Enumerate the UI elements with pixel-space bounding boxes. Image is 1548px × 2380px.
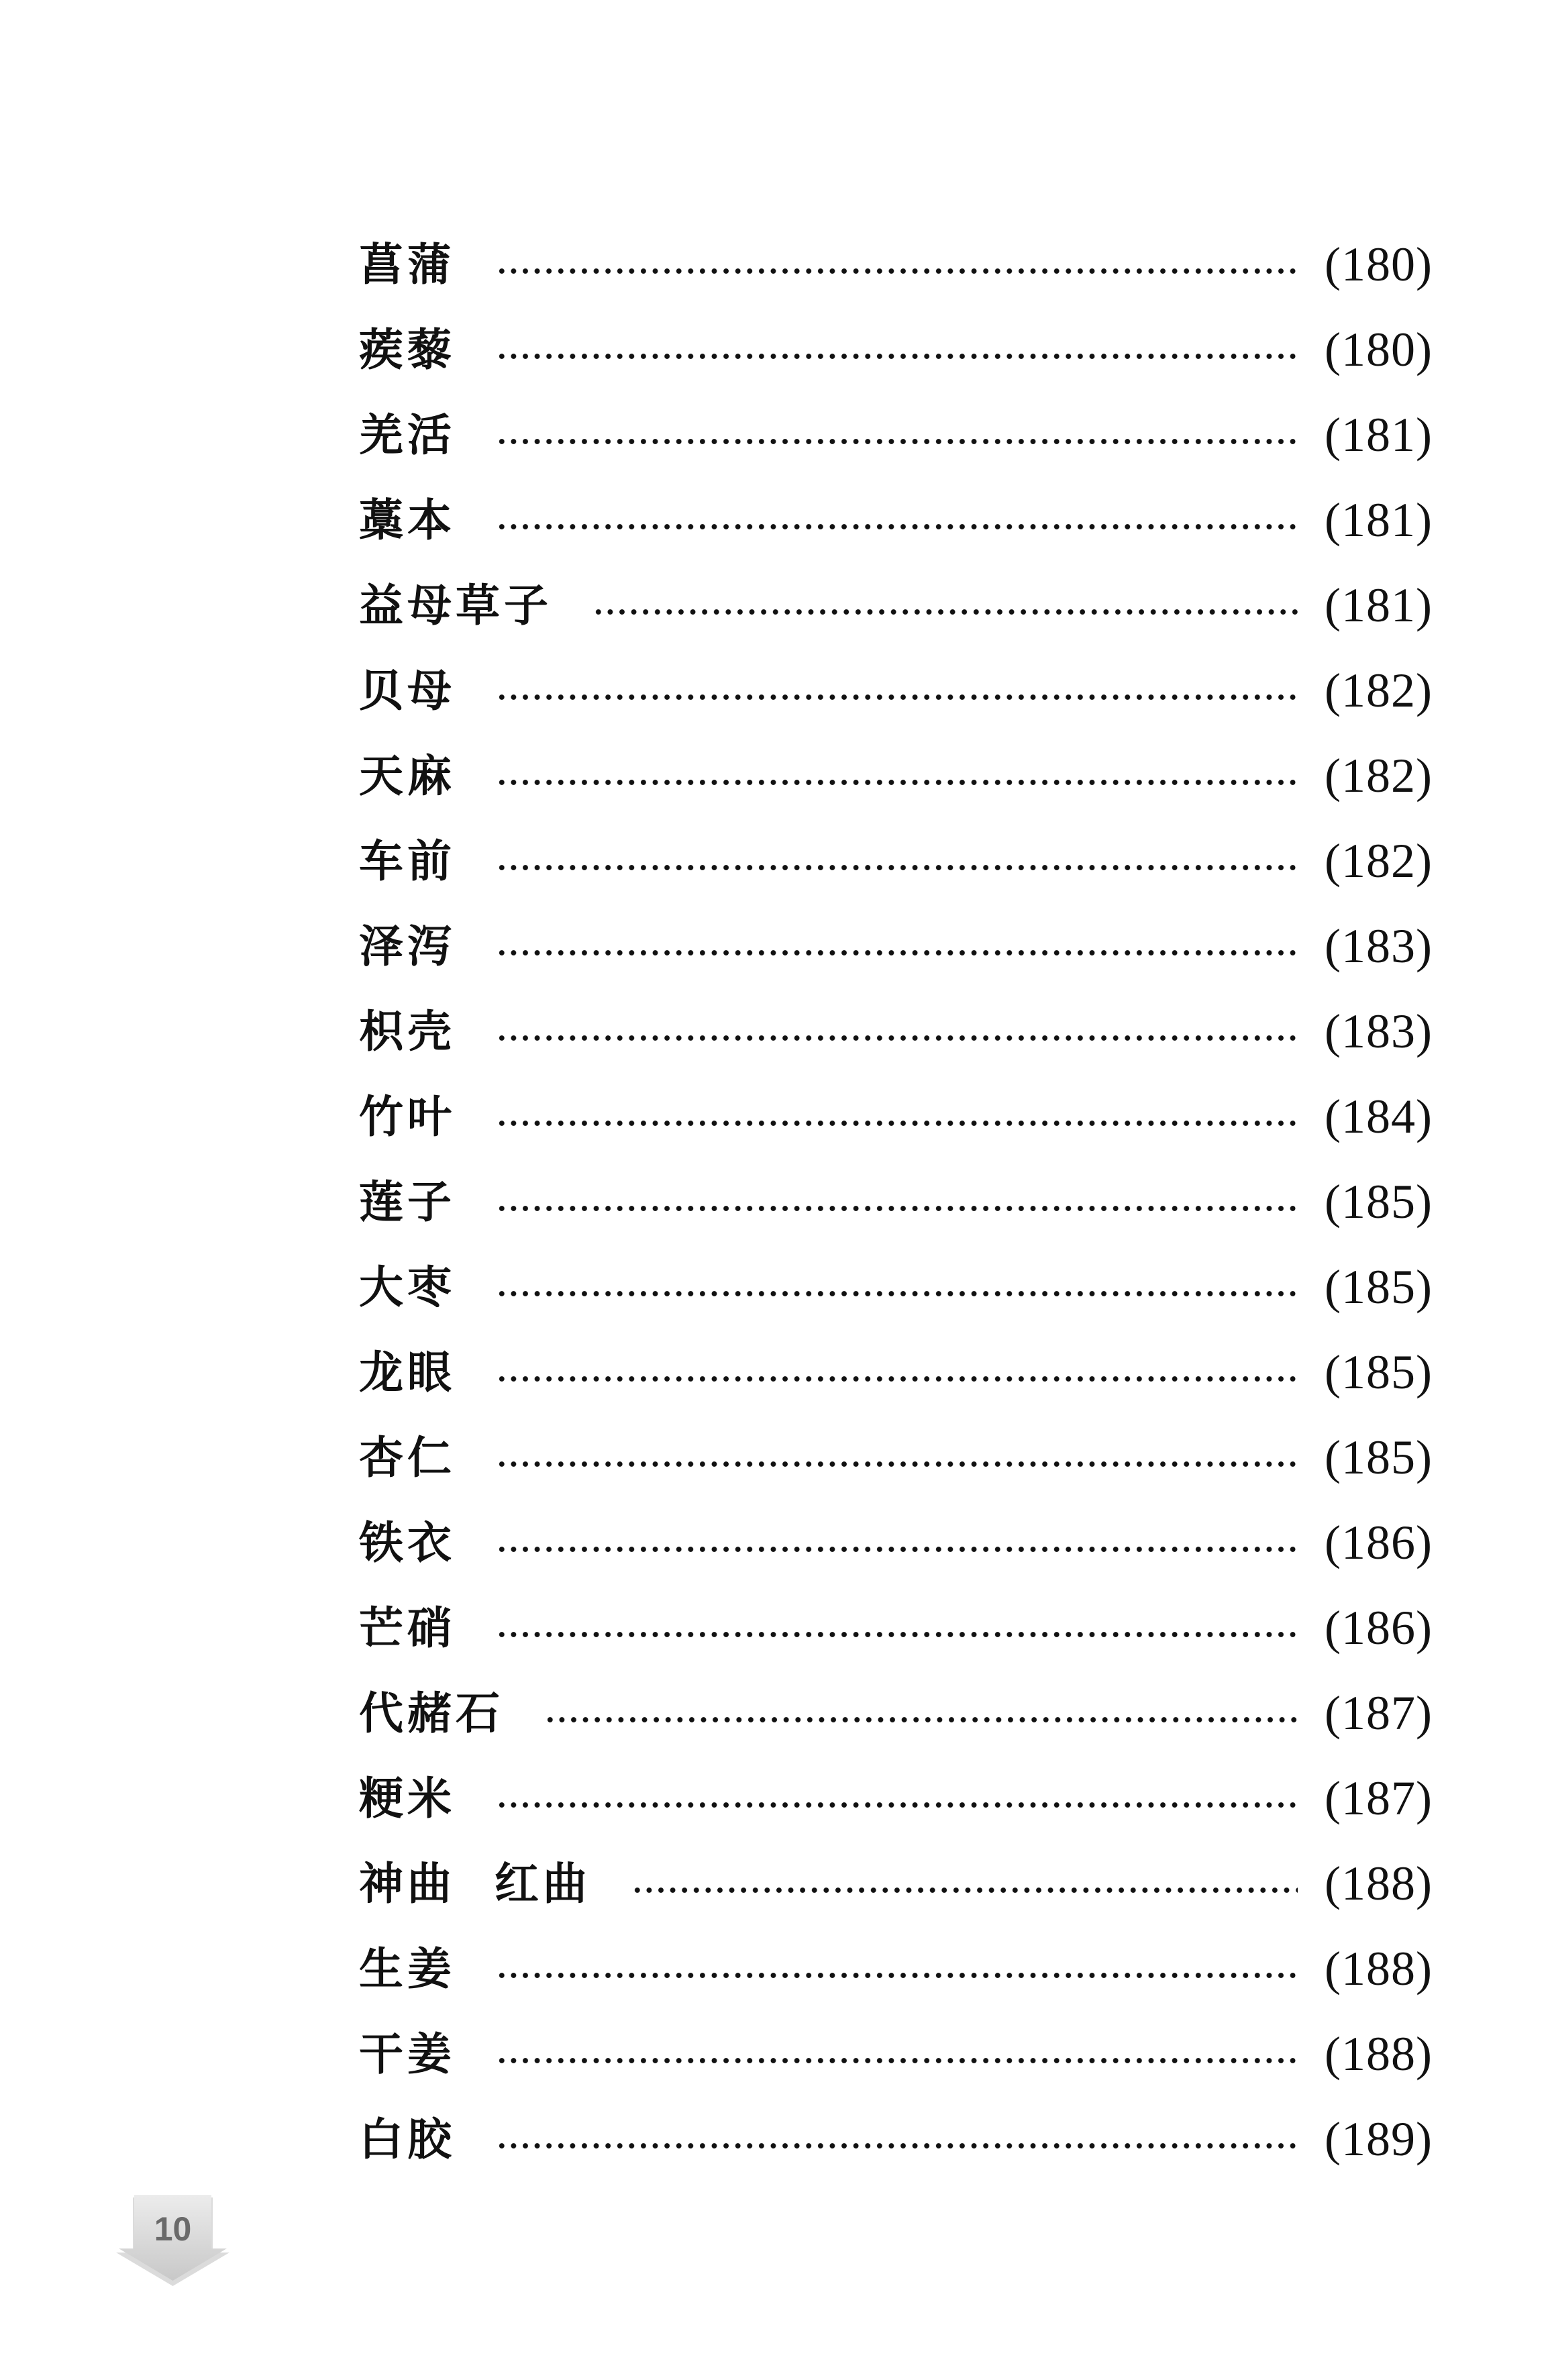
dot-leader — [496, 2058, 1298, 2063]
toc-entry-page: (188) — [1325, 1941, 1433, 1996]
toc-entry[interactable] — [359, 648, 1433, 733]
toc-entry-page: (181) — [1325, 578, 1433, 632]
dot-leader — [496, 780, 1298, 785]
toc-entry[interactable] — [359, 1159, 1433, 1244]
toc-entry[interactable] — [359, 1500, 1433, 1585]
toc-entry[interactable] — [359, 1074, 1433, 1159]
toc-entry[interactable] — [359, 733, 1433, 818]
toc-entry-title: 芒硝 — [359, 1601, 456, 1654]
toc-entry-page: (186) — [1325, 1515, 1433, 1569]
toc-entry-title: 铁衣 — [359, 1516, 456, 1569]
dot-leader — [631, 1887, 1298, 1893]
toc-entry[interactable] — [359, 1329, 1433, 1414]
dot-leader — [496, 354, 1298, 359]
toc-entry-title: 竹叶 — [359, 1090, 456, 1143]
toc-entry-title: 菖蒲 — [359, 238, 456, 291]
toc-entry-title: 龙眼 — [359, 1345, 456, 1398]
toc-entry[interactable] — [359, 988, 1433, 1074]
toc-entry-page: (182) — [1325, 833, 1433, 888]
toc-entry-title: 莲子 — [359, 1175, 456, 1228]
toc-entry-page: (182) — [1325, 748, 1433, 803]
page-number-badge — [114, 2191, 231, 2291]
dot-leader — [496, 1461, 1298, 1467]
toc-entry[interactable] — [359, 221, 1433, 307]
toc-entry-title: 贝母 — [359, 664, 456, 717]
dot-leader — [496, 524, 1298, 529]
dot-leader — [496, 1121, 1298, 1126]
toc-entry[interactable] — [359, 818, 1433, 903]
toc-entry-page: (184) — [1325, 1089, 1433, 1143]
toc-entry-page: (188) — [1325, 2026, 1433, 2081]
toc-entry-title: 蒺藜 — [359, 323, 456, 376]
dot-leader — [496, 694, 1298, 700]
toc-entry[interactable] — [359, 2096, 1433, 2181]
toc-entry-title: 干姜 — [359, 2027, 456, 2080]
table-of-contents — [359, 221, 1433, 2181]
toc-entry-title: 生姜 — [359, 1942, 456, 1995]
dot-leader — [496, 1973, 1298, 1978]
toc-entry[interactable] — [359, 1841, 1433, 1926]
dot-leader — [496, 268, 1298, 274]
toc-entry-page: (187) — [1325, 1686, 1433, 1740]
toc-entry[interactable] — [359, 562, 1433, 648]
toc-entry-page: (185) — [1325, 1345, 1433, 1399]
toc-entry[interactable] — [359, 477, 1433, 562]
toc-entry[interactable] — [359, 1926, 1433, 2011]
toc-entry[interactable] — [359, 1670, 1433, 1755]
toc-entry-title: 白胶 — [359, 2112, 456, 2165]
toc-entry-page: (186) — [1325, 1600, 1433, 1655]
toc-entry-title: 粳米 — [359, 1771, 456, 1824]
dot-leader — [496, 865, 1298, 870]
toc-entry[interactable] — [359, 1244, 1433, 1329]
toc-entry-page: (182) — [1325, 663, 1433, 717]
toc-entry-title: 神曲 红曲 — [359, 1857, 591, 1910]
toc-entry-title: 天麻 — [359, 749, 456, 802]
dot-leader — [592, 609, 1298, 615]
toc-entry-page: (181) — [1325, 493, 1433, 547]
toc-entry-page: (180) — [1325, 237, 1433, 291]
toc-entry-title: 车前 — [359, 834, 456, 887]
dot-leader — [496, 2143, 1298, 2149]
toc-entry[interactable] — [359, 1414, 1433, 1500]
toc-entry-page: (183) — [1325, 919, 1433, 973]
toc-entry-title: 益母草子 — [359, 578, 552, 631]
dot-leader — [496, 1291, 1298, 1296]
dot-leader — [496, 439, 1298, 444]
dot-leader — [496, 1035, 1298, 1041]
toc-entry-title: 羌活 — [359, 408, 456, 461]
toc-entry-title: 杏仁 — [359, 1431, 456, 1484]
toc-entry[interactable] — [359, 1585, 1433, 1670]
toc-entry[interactable] — [359, 1755, 1433, 1841]
toc-entry-page: (185) — [1325, 1259, 1433, 1314]
toc-entry-page: (185) — [1325, 1430, 1433, 1484]
toc-entry-page: (180) — [1325, 322, 1433, 376]
toc-entry-page: (187) — [1325, 1771, 1433, 1825]
toc-entry-title: 代赭石 — [359, 1686, 504, 1739]
dot-leader — [544, 1717, 1298, 1722]
toc-entry-title: 枳壳 — [359, 1004, 456, 1057]
dot-leader — [496, 1802, 1298, 1808]
toc-entry-page: (188) — [1325, 1856, 1433, 1910]
toc-entry-title: 藁本 — [359, 493, 456, 546]
dot-leader — [496, 1547, 1298, 1552]
dot-leader — [496, 1206, 1298, 1211]
toc-entry-title: 大枣 — [359, 1260, 456, 1313]
toc-entry-page: (183) — [1325, 1004, 1433, 1058]
toc-entry[interactable] — [359, 2011, 1433, 2096]
dot-leader — [496, 1632, 1298, 1637]
toc-entry[interactable] — [359, 307, 1433, 392]
dot-leader — [496, 1376, 1298, 1382]
dot-leader — [496, 950, 1298, 955]
page-number: 10 — [154, 2210, 192, 2248]
toc-entry-page: (189) — [1325, 2112, 1433, 2166]
toc-entry-title: 泽泻 — [359, 919, 456, 972]
toc-entry-page: (181) — [1325, 407, 1433, 462]
toc-entry-page: (185) — [1325, 1174, 1433, 1229]
toc-entry[interactable] — [359, 392, 1433, 477]
toc-entry[interactable] — [359, 903, 1433, 988]
